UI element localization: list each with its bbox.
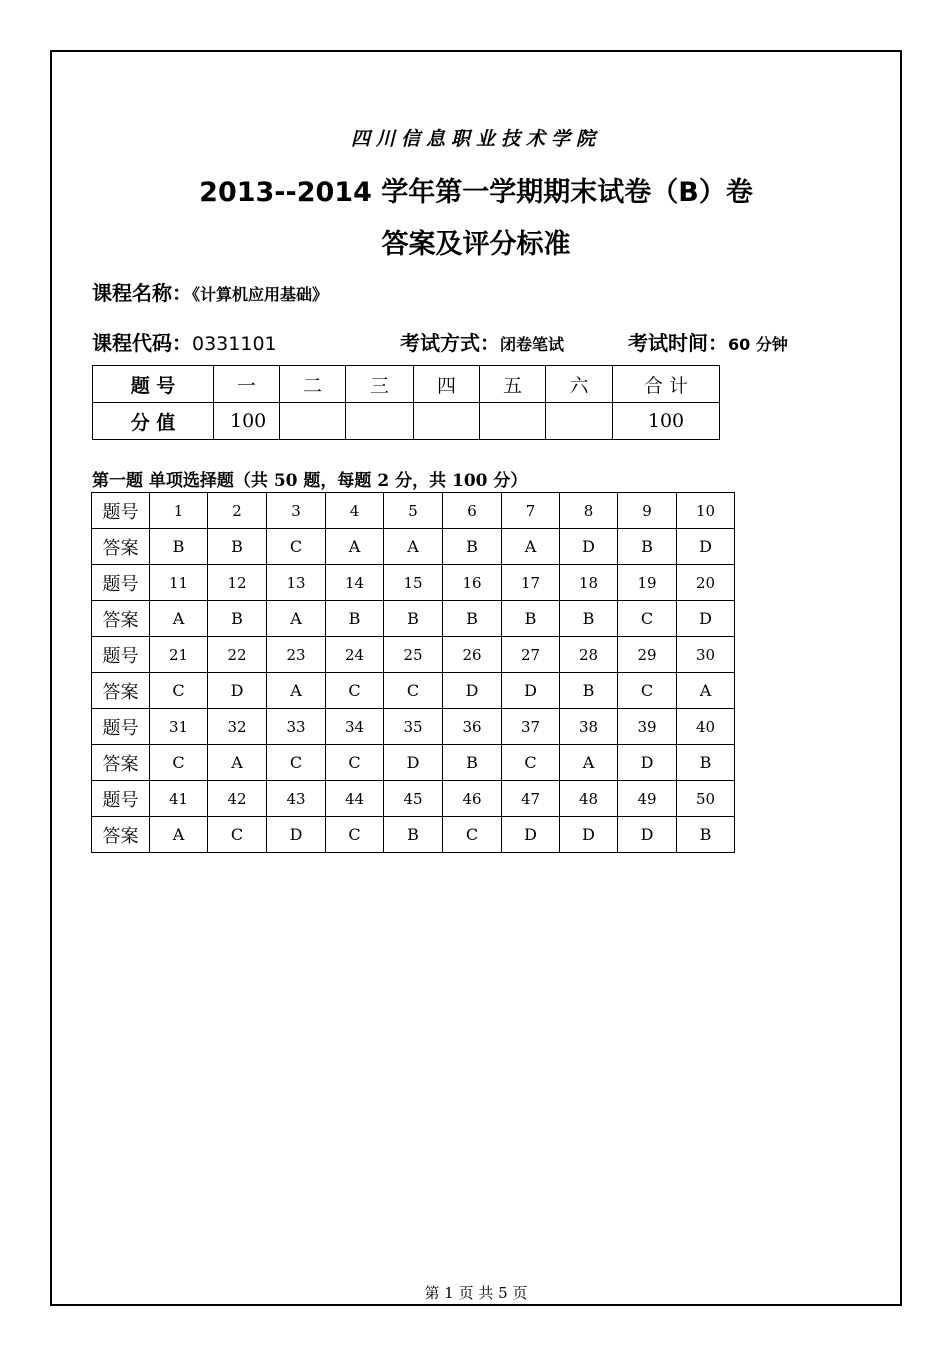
answer-letter: A	[384, 529, 443, 565]
exam-title: 2013--2014 学年第一学期期末试卷（B）卷	[199, 177, 753, 208]
question-number: 49	[618, 781, 677, 817]
row-label-number: 题号	[92, 493, 150, 529]
answer-letter: D	[502, 673, 560, 709]
page-footer: 第 1 页 共 5 页	[424, 1284, 528, 1302]
course-code-label: 课程代码：	[92, 331, 192, 355]
score-value-2	[280, 403, 346, 440]
number-row	[92, 709, 735, 745]
row-label-answer: 答案	[92, 673, 150, 709]
row-label-answer: 答案	[92, 529, 150, 565]
answer-letter: C	[267, 745, 326, 781]
question-number: 9	[618, 493, 677, 529]
answer-row	[92, 673, 735, 709]
answer-letter: C	[618, 673, 677, 709]
question-number: 13	[267, 565, 326, 601]
answer-letter: C	[326, 673, 384, 709]
row-label-answer: 答案	[92, 817, 150, 853]
answer-letter: C	[208, 817, 267, 853]
row-label-number: 题号	[92, 709, 150, 745]
answer-row	[92, 745, 735, 781]
question-number: 35	[384, 709, 443, 745]
answer-letter: A	[150, 817, 208, 853]
exam-subtitle: 答案及评分标准	[381, 229, 571, 260]
answer-letter: B	[618, 529, 677, 565]
answer-letter: B	[677, 817, 735, 853]
question-number: 28	[560, 637, 618, 673]
answer-letter: A	[267, 601, 326, 637]
score-value-row	[93, 403, 720, 440]
question-number: 39	[618, 709, 677, 745]
exam-mode-label: 考试方式：	[400, 331, 500, 355]
answer-letter: C	[267, 529, 326, 565]
question-number: 1	[150, 493, 208, 529]
row-label-number: 题号	[92, 637, 150, 673]
score-value-5	[480, 403, 546, 440]
course-name-label: 课程名称：	[92, 281, 192, 305]
score-col-1: 一	[214, 366, 280, 403]
question-number: 5	[384, 493, 443, 529]
question-number: 36	[443, 709, 502, 745]
answer-letter: D	[677, 529, 735, 565]
score-col-5: 五	[480, 366, 546, 403]
score-value-3	[346, 403, 414, 440]
answer-table	[91, 492, 735, 853]
answer-letter: B	[208, 529, 267, 565]
section-1-title: 第一题 单项选择题（共 50 题，每题 2 分，共 100 分）	[92, 471, 528, 491]
score-value-6	[546, 403, 613, 440]
course-name-value: 《计算机应用基础》	[192, 285, 329, 304]
score-total-value: 100	[613, 403, 720, 440]
answer-row	[92, 529, 735, 565]
answer-letter: A	[150, 601, 208, 637]
question-number: 3	[267, 493, 326, 529]
course-code-line	[92, 327, 277, 356]
question-number: 46	[443, 781, 502, 817]
answer-letter: A	[267, 673, 326, 709]
question-number: 42	[208, 781, 267, 817]
question-number: 25	[384, 637, 443, 673]
question-number: 4	[326, 493, 384, 529]
answer-letter: D	[443, 673, 502, 709]
answer-letter: B	[560, 601, 618, 637]
question-number: 34	[326, 709, 384, 745]
answer-letter: C	[384, 673, 443, 709]
answer-letter: C	[443, 817, 502, 853]
question-number: 7	[502, 493, 560, 529]
question-number: 30	[677, 637, 735, 673]
answer-row	[92, 601, 735, 637]
answer-letter: D	[618, 745, 677, 781]
score-total-label: 合 计	[613, 366, 720, 403]
answer-letter: B	[326, 601, 384, 637]
answer-letter: C	[502, 745, 560, 781]
exam-mode-line	[400, 327, 564, 356]
question-number: 47	[502, 781, 560, 817]
answer-letter: B	[560, 673, 618, 709]
answer-letter: B	[502, 601, 560, 637]
question-number: 15	[384, 565, 443, 601]
answer-letter: B	[443, 601, 502, 637]
exam-mode-value: 闭卷笔试	[500, 335, 565, 354]
question-number: 17	[502, 565, 560, 601]
question-number: 21	[150, 637, 208, 673]
score-table	[92, 365, 720, 440]
question-number: 38	[560, 709, 618, 745]
answer-letter: C	[150, 745, 208, 781]
answer-letter: C	[618, 601, 677, 637]
answer-letter: B	[150, 529, 208, 565]
answer-letter: D	[560, 817, 618, 853]
question-number: 14	[326, 565, 384, 601]
score-col-4: 四	[414, 366, 480, 403]
answer-letter: A	[208, 745, 267, 781]
question-number: 29	[618, 637, 677, 673]
question-number: 11	[150, 565, 208, 601]
answer-letter: D	[384, 745, 443, 781]
question-number: 16	[443, 565, 502, 601]
course-name-line	[92, 277, 328, 306]
question-number: 18	[560, 565, 618, 601]
question-number: 22	[208, 637, 267, 673]
course-code-value: 0331101	[192, 333, 277, 355]
exam-time-value: 60 分钟	[728, 335, 788, 354]
score-col-2: 二	[280, 366, 346, 403]
question-number: 40	[677, 709, 735, 745]
number-row	[92, 637, 735, 673]
number-row	[92, 781, 735, 817]
score-value-4	[414, 403, 480, 440]
answer-letter: C	[326, 817, 384, 853]
exam-time-label: 考试时间：	[628, 331, 728, 355]
answer-letter: A	[677, 673, 735, 709]
score-header-label: 题 号	[93, 366, 214, 403]
row-label-number: 题号	[92, 565, 150, 601]
answer-letter: B	[443, 745, 502, 781]
answer-letter: A	[502, 529, 560, 565]
answer-letter: B	[384, 601, 443, 637]
answer-letter: D	[560, 529, 618, 565]
question-number: 23	[267, 637, 326, 673]
answer-letter: C	[150, 673, 208, 709]
answer-letter: D	[618, 817, 677, 853]
answer-letter: B	[677, 745, 735, 781]
answer-letter: D	[267, 817, 326, 853]
answer-letter: B	[208, 601, 267, 637]
exam-time-line	[628, 327, 788, 356]
answer-letter: A	[560, 745, 618, 781]
row-label-answer: 答案	[92, 601, 150, 637]
number-row	[92, 565, 735, 601]
question-number: 19	[618, 565, 677, 601]
number-row	[92, 493, 735, 529]
score-col-3: 三	[346, 366, 414, 403]
row-label-answer: 答案	[92, 745, 150, 781]
row-label-number: 题号	[92, 781, 150, 817]
score-col-6: 六	[546, 366, 613, 403]
school-name: 四川信息职业技术学院	[350, 128, 601, 150]
question-number: 6	[443, 493, 502, 529]
score-value-label: 分 值	[93, 403, 214, 440]
score-value-1: 100	[214, 403, 280, 440]
question-number: 2	[208, 493, 267, 529]
question-number: 20	[677, 565, 735, 601]
score-header-row	[93, 366, 720, 403]
answer-letter: B	[443, 529, 502, 565]
question-number: 45	[384, 781, 443, 817]
answer-letter: C	[326, 745, 384, 781]
question-number: 33	[267, 709, 326, 745]
question-number: 37	[502, 709, 560, 745]
answer-row	[92, 817, 735, 853]
question-number: 26	[443, 637, 502, 673]
question-number: 32	[208, 709, 267, 745]
question-number: 10	[677, 493, 735, 529]
question-number: 24	[326, 637, 384, 673]
question-number: 8	[560, 493, 618, 529]
question-number: 50	[677, 781, 735, 817]
answer-letter: D	[502, 817, 560, 853]
answer-letter: D	[677, 601, 735, 637]
question-number: 27	[502, 637, 560, 673]
answer-letter: D	[208, 673, 267, 709]
question-number: 12	[208, 565, 267, 601]
question-number: 41	[150, 781, 208, 817]
question-number: 44	[326, 781, 384, 817]
question-number: 43	[267, 781, 326, 817]
question-number: 31	[150, 709, 208, 745]
answer-letter: A	[326, 529, 384, 565]
answer-letter: B	[384, 817, 443, 853]
question-number: 48	[560, 781, 618, 817]
